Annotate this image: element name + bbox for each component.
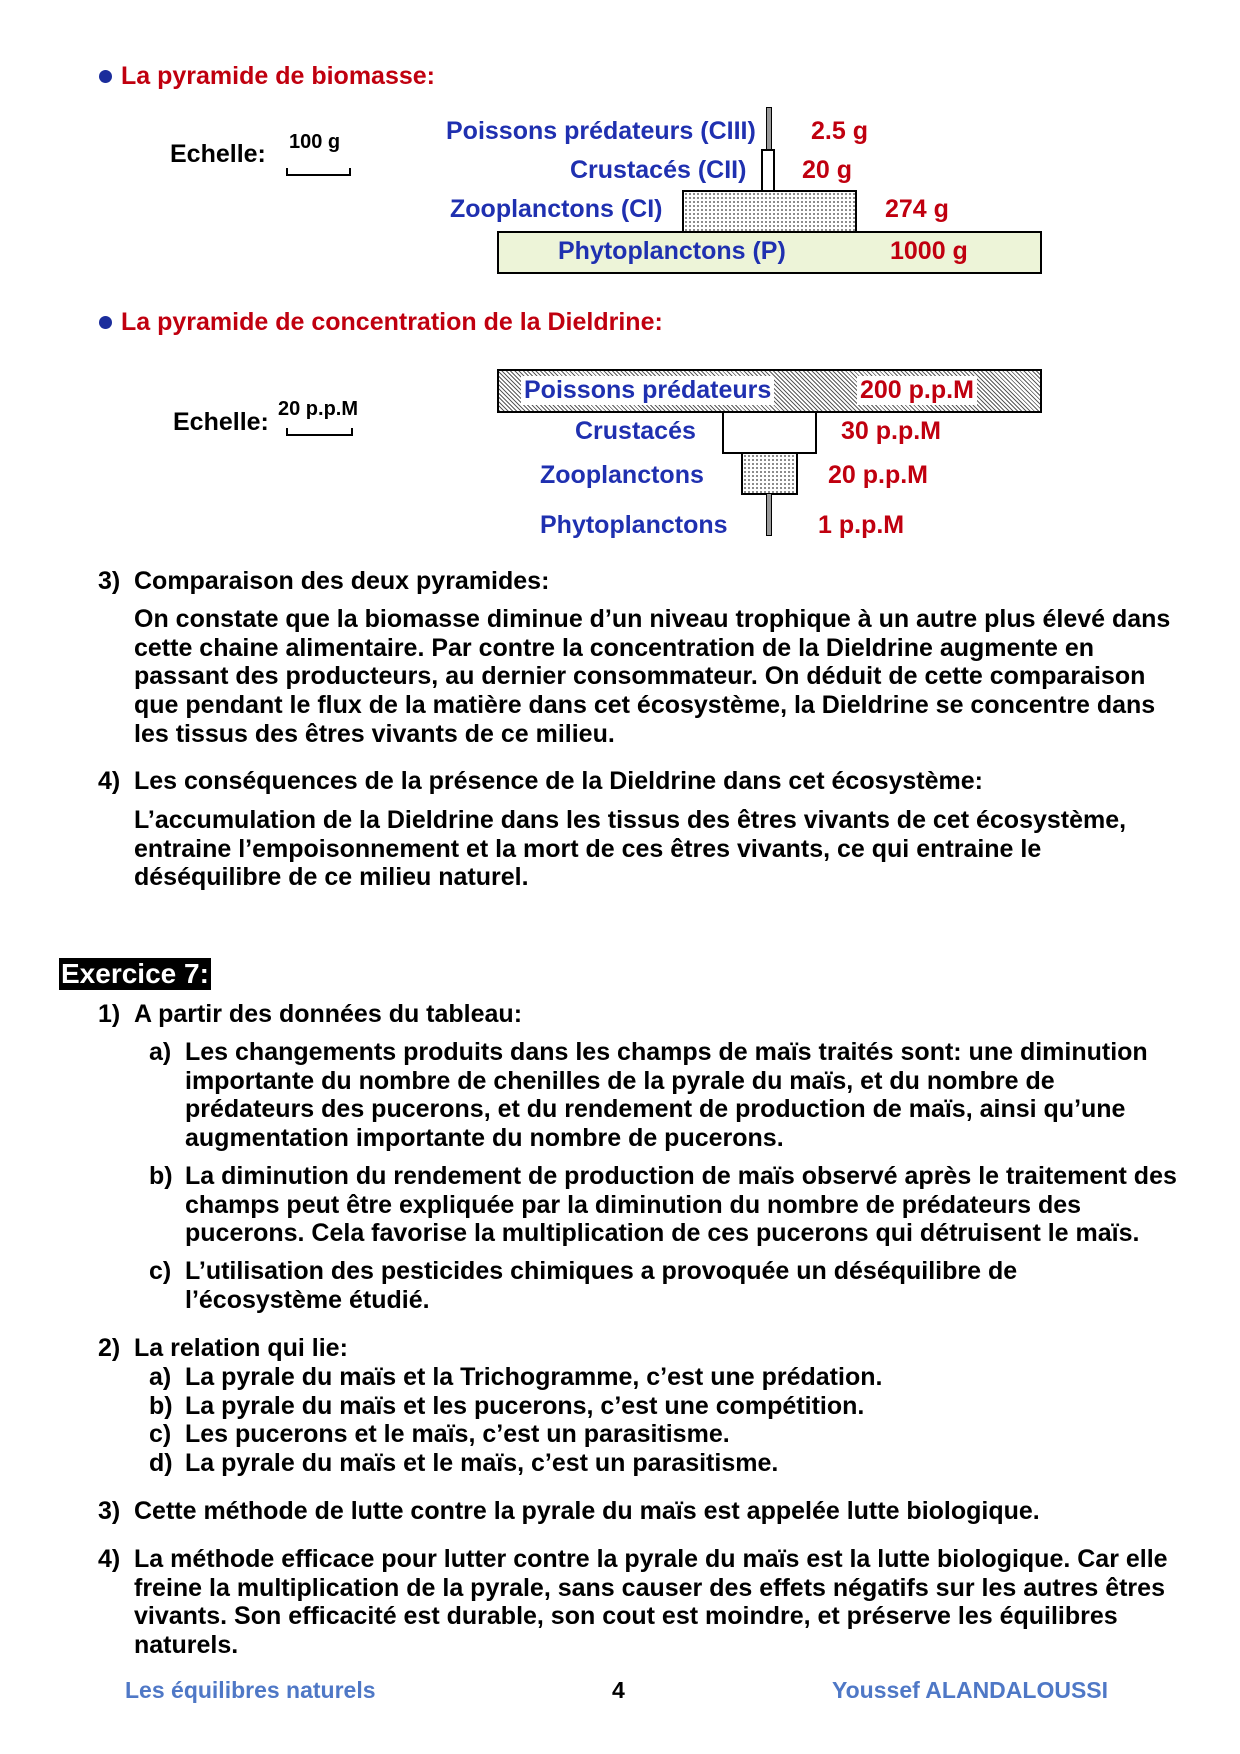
sub-answer-text: La pyrale du maïs et le maïs, c’est un parasitisme. [185,1449,779,1478]
paragraph-line: l’écosystème étudié. [185,1285,430,1314]
paragraph-line: cette chaine alimentaire. Par contre la concentration de la Dieldrine augmente en [134,633,1095,662]
level-name: Poissons prédateurs (CIII) [446,117,756,145]
sub-answer [149,1162,1177,1248]
bullet-icon [99,316,112,329]
answer-paragraph [134,806,1126,892]
scale-bar [286,168,351,176]
item-number: 3) [98,567,121,595]
answer-paragraph [134,1545,1168,1660]
level-name: Crustacés [575,417,696,445]
sub-answer [149,1392,864,1421]
paragraph-line: naturels. [134,1631,239,1660]
item-letter: a) [149,1038,172,1066]
question-answer [98,1497,1040,1526]
sub-answer-text: Les pucerons et le maïs, c’est un parasitisme. [185,1420,730,1449]
dieldrin-bar-phytoplankton [766,493,772,536]
answer-paragraph [134,605,1170,748]
item-number: 3) [98,1497,121,1525]
level-name: Phytoplanctons (P) [558,237,786,265]
sub-answer-text [185,1038,1148,1153]
paragraph-line: entraine l’empoisonnement et la mort de ces êtres vivants, ce qui entraine le [134,834,1042,863]
level-value: 200 p.p.M [857,376,977,405]
item-number: 1) [98,1000,121,1028]
paragraph-line: déséquilibre de ce milieu naturel. [134,863,529,892]
item-title: Les conséquences de la présence de la Dieldrine dans cet écosystème: [134,767,983,795]
scale-value: 20 p.p.M [278,398,359,420]
paragraph-line: passant des producteurs, au dernier consommateur. On déduit de cette comparaison [134,662,1146,691]
paragraph-line: importante du nombre de chenilles de la pyrale du maïs, et du nombre de [185,1066,1055,1095]
level-value: 30 p.p.M [841,417,942,445]
item-letter: b) [149,1391,173,1420]
scale-label: Echelle: [170,140,266,168]
level-name: Zooplanctons [540,461,704,489]
answer-heading [98,567,549,596]
item-letter: c) [149,1420,172,1449]
item-title: Comparaison des deux pyramides: [134,567,550,595]
question-heading [98,1000,522,1029]
paragraph-line: On constate que la biomasse diminue d’un niveau trophique à un autre plus élevé dans [134,605,1171,633]
paragraph-line: Les changements produits dans les champs de maïs traités sont: une diminution [185,1038,1148,1066]
paragraph-line: pucerons. Cela favorise la multiplication de ces pucerons qui détruisent le maïs. [185,1219,1140,1248]
paragraph-line: L’accumulation de la Dieldrine dans les tissus des êtres vivants de cet écosystème, [134,806,1127,834]
paragraph-line: prédateurs des pucerons, et du rendement de production de maïs, ainsi qu’une [185,1095,1126,1124]
item-title: La relation qui lie: [134,1334,348,1362]
footer-page-number: 4 [612,1677,625,1703]
question-heading [98,1334,348,1363]
sub-answer-text [185,1257,1017,1314]
level-value: 20 p.p.M [828,461,929,489]
biomass-bar-crustaceans [761,149,775,192]
level-value: 1000 g [890,237,968,265]
sub-answer [149,1363,882,1392]
level-name: Zooplanctons (CI) [450,195,663,223]
answer-heading [98,767,983,796]
item-letter: b) [149,1162,173,1190]
item-letter: a) [149,1363,172,1391]
dieldrin-bar-zooplankton [741,452,798,495]
item-number: 4) [98,767,121,795]
footer-course-title: Les équilibres naturels [125,1677,376,1703]
level-value: 1 p.p.M [818,511,905,539]
level-name: Poissons prédateurs [521,376,774,405]
paragraph-line: La méthode efficace pour lutter contre la pyrale du maïs est la lutte biologique. Car elle [134,1545,1168,1573]
item-letter: d) [149,1449,173,1478]
paragraph-line: L’utilisation des pesticides chimiques a provoquée un déséquilibre de [185,1257,1018,1285]
scale-bar [286,428,353,436]
sub-answer [149,1038,1148,1153]
item-number: 4) [98,1545,121,1573]
sub-answer-text: La pyrale du maïs et la Trichogramme, c’est une prédation. [185,1363,883,1391]
biomass-bar-predatory-fish [766,107,772,151]
level-name: Phytoplanctons [540,511,728,539]
sub-answer [149,1420,730,1449]
sub-answer-text [185,1162,1177,1248]
paragraph-line: les tissus des êtres vivants de ce milieu. [134,719,615,748]
section-heading: La pyramide de biomasse: [121,62,436,90]
paragraph-line: freine la multiplication de la pyrale, sans causer des effets négatifs sur les autres êtres [134,1573,1165,1602]
sub-answer [149,1449,778,1478]
level-value: 274 g [885,195,949,223]
footer-author: Youssef ALANDALOUSSI [832,1677,1109,1703]
level-value: 2.5 g [811,117,868,145]
paragraph-line: vivants. Son efficacité est durable, son cout est moindre, et préserve les équilibres [134,1602,1118,1631]
item-letter: c) [149,1257,172,1285]
paragraph-line: La diminution du rendement de production de maïs observé après le traitement des [185,1162,1177,1190]
dieldrin-bar-crustaceans [722,411,817,454]
item-number: 2) [98,1334,121,1362]
scale-label: Echelle: [173,408,269,436]
sub-answer-text: La pyrale du maïs et les pucerons, c’est une compétition. [185,1391,865,1420]
level-name: Crustacés (CII) [570,156,747,184]
scale-value: 100 g [289,131,341,153]
paragraph-line: augmentation importante du nombre de pucerons. [185,1124,784,1153]
paragraph-line: Cette méthode de lutte contre la pyrale du maïs est appelée lutte biologique. [134,1497,1040,1525]
bullet-icon [99,70,112,83]
paragraph-line: que pendant le flux de la matière dans cet écosystème, la Dieldrine se concentre dans [134,691,1156,720]
paragraph-line: champs peut être expliquée par la diminution du nombre de prédateurs des [185,1190,1082,1219]
question-answer [98,1545,1168,1660]
item-title: A partir des données du tableau: [134,1000,523,1028]
section-heading: La pyramide de concentration de la Dieldrine: [121,308,663,336]
level-value: 20 g [802,156,853,184]
sub-answer [149,1257,1017,1314]
exercise-title: Exercice 7: [61,958,209,989]
biomass-bar-zooplankton [682,190,857,233]
